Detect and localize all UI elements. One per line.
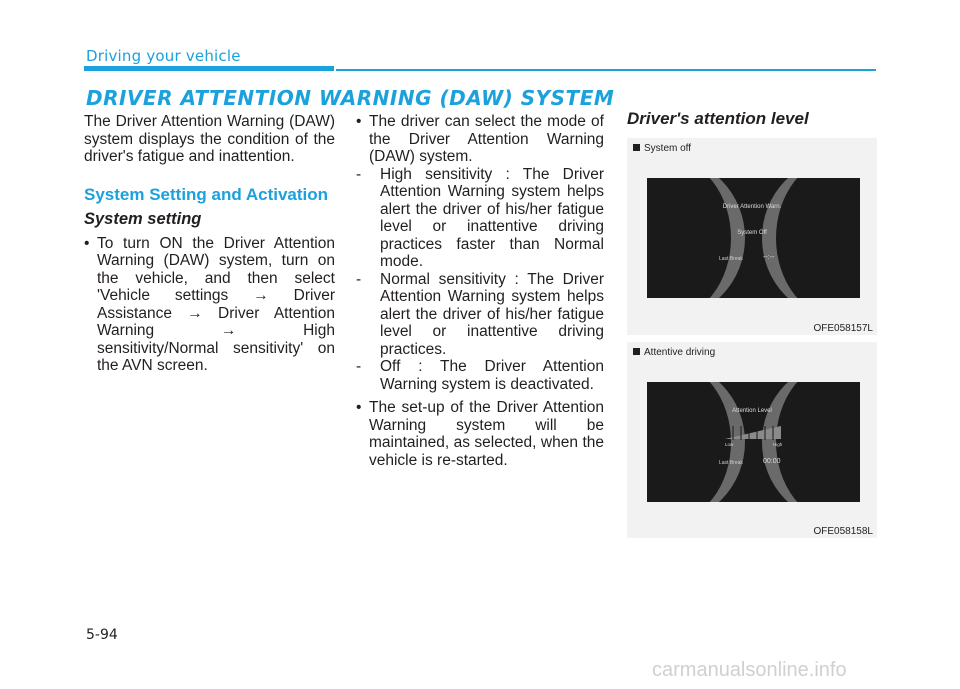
middle-column xyxy=(356,113,604,469)
bullet-item: • The set-up of the Driver Attention Warning system will be maintained, as selected, when the vehicle is re-started. xyxy=(356,399,604,469)
page-number: 5-94 xyxy=(86,627,118,643)
setting-subheading: System setting xyxy=(84,210,202,228)
right-gauge xyxy=(762,178,860,298)
bullet-item: • To turn ON the Driver Attention Warning (DAW) system, turn on the vehicle, and then select 'Vehicle settings → Driver Assistance → Driver Attention Warning → High sensitivity/Normal sensitivity' on the AVN screen. xyxy=(84,235,335,375)
cluster-display xyxy=(647,382,860,502)
figure-code: OFE058157L xyxy=(813,323,873,334)
cluster-display xyxy=(647,178,860,298)
last-break-value: --:-- xyxy=(763,254,775,261)
last-break-label: Last Break xyxy=(719,256,743,262)
screen-status: System Off xyxy=(737,230,767,236)
setting-heading: System Setting and Activation xyxy=(84,184,329,204)
left-gauge xyxy=(647,178,745,298)
last-break-value: 00:00 xyxy=(763,458,781,465)
square-bullet-icon xyxy=(633,348,640,355)
figure-label xyxy=(633,347,715,358)
system-off-figure xyxy=(627,138,877,335)
attentive-driving-figure xyxy=(627,342,877,538)
figure-label-text: Attentive driving xyxy=(644,347,716,358)
dash-item: - Normal sensitivity : The Driver Attention Warning system helps alert the driver of his/her fatigue level or inattentive driving practices. xyxy=(356,271,604,359)
square-bullet-icon xyxy=(633,144,640,151)
screen-title: Driver Attention Warn. xyxy=(722,204,782,210)
screen-title: Attention Level xyxy=(732,408,772,414)
watermark: carmanualsonline.info xyxy=(652,659,847,681)
chapter-header: Driving your vehicle xyxy=(86,47,241,65)
left-column xyxy=(84,113,335,375)
header-bar-thick xyxy=(84,66,334,71)
high-label: High xyxy=(773,442,783,447)
figure-code: OFE058158L xyxy=(813,526,873,537)
figure-label xyxy=(633,143,691,154)
bullet-item: • The driver can select the mode of the Driver Attention Warning (DAW) system. xyxy=(356,113,604,166)
attention-level-bar-icon xyxy=(725,426,785,440)
attention-level-title: Driver's attention level xyxy=(627,109,809,128)
header-bar-thin xyxy=(336,69,876,71)
figure-label-text: System off xyxy=(644,143,692,154)
intro-paragraph: The Driver Attention Warning (DAW) system displays the condition of the driver's fatigue and inattention. xyxy=(84,113,335,165)
section-title: DRIVER ATTENTION WARNING (DAW) SYSTEM xyxy=(86,86,615,110)
dash-item: - Off : The Driver Attention Warning system is deactivated. xyxy=(356,358,604,393)
low-label: Low xyxy=(725,442,734,447)
dash-item: - High sensitivity : The Driver Attention Warning system helps alert the driver of his/her fatigue level or inattentive driving practices faster than Normal mode. xyxy=(356,166,604,271)
last-break-label: Last Break xyxy=(719,460,743,466)
